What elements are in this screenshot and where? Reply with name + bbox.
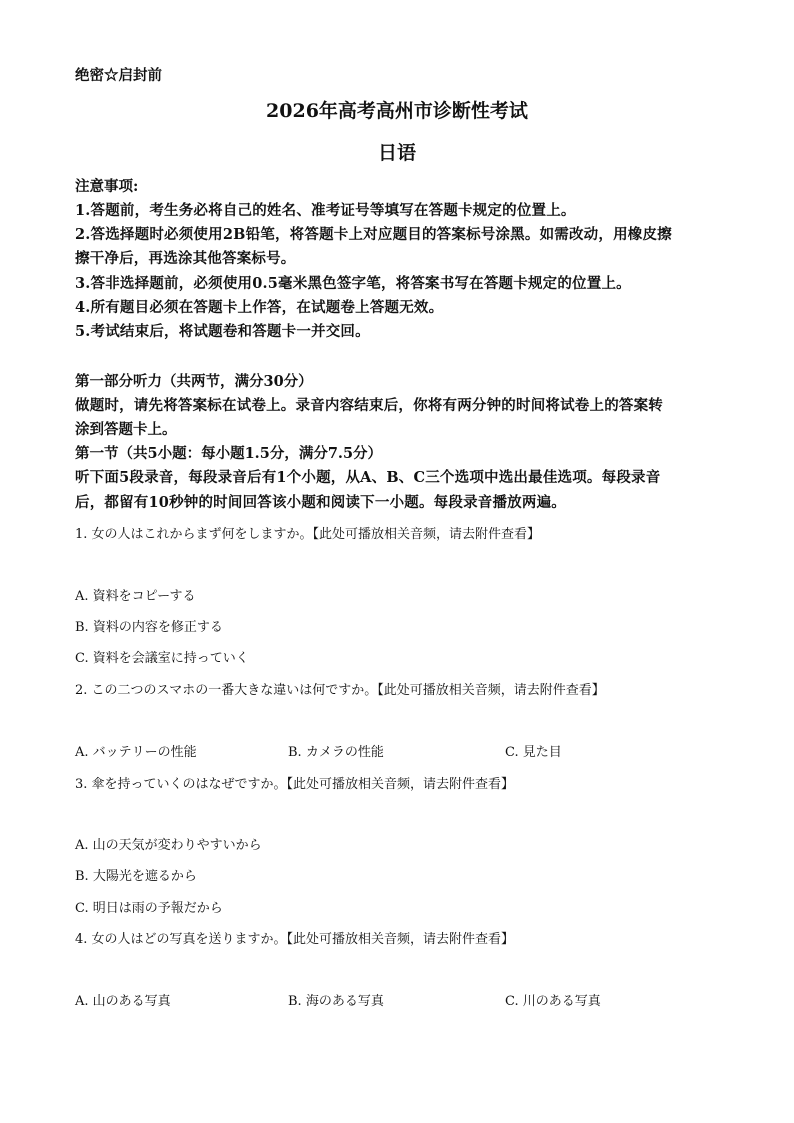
question-4-option-a[interactable]: A. 山のある写真 [75,994,171,1009]
section1-heading: 第一节（共5小题：每小题1.5分，满分7.5分） [75,445,383,462]
question-2-option-b[interactable]: B. カメラの性能 [288,745,384,760]
note-item-2: 2.答选择题时必须使用2B铅笔，将答题卡上对应题目的答案标号涂黑。如需改动，用橡皮擦 [75,226,672,243]
question-3-option-a[interactable]: A. 山の天気が変わりやすいから [75,838,262,853]
subject-title: 日语 [377,142,416,164]
question-2-stem: 2. この二つのスマホの一番大きな違いは何ですか。【此处可播放相关音频，请去附件查看】 [75,683,605,698]
exam-title: 2026年高考高州市诊断性考试 [266,100,528,122]
question-3-stem: 3. 傘を持っていくのはなぜですか。【此处可播放相关音频，请去附件查看】 [75,777,515,792]
section1-line2: 后，都留有10秒钟的时间回答该小题和阅读下一小题。每段录音播放两遍。 [75,494,566,511]
part1-instr-line1: 做题时，请先将答案标在试卷上。录音内容结束后，你将有两分钟的时间将试卷上的答案转 [75,397,663,414]
question-3-option-c[interactable]: C. 明日は雨の予報だから [75,901,223,916]
notes-heading: 注意事项: [75,178,139,195]
question-3-option-b[interactable]: B. 大陽光を遮るから [75,869,197,884]
note-item-4: 4.所有题目必须在答题卡上作答，在试题卷上答题无效。 [75,299,444,316]
question-1-option-a[interactable]: A. 資料をコピーする [75,589,196,604]
section1-line1: 听下面5段录音，每段录音后有1个小题，从A、B、C三个选项中选出最佳选项。每段录音 [75,469,661,486]
question-1-option-c[interactable]: C. 資料を会議室に持っていく [75,651,249,666]
question-4-option-b[interactable]: B. 海のある写真 [288,994,384,1009]
note-item-3: 3.答非选择题前，必须使用0.5毫米黑色签字笔，将答案书写在答题卡规定的位置上。 [75,275,631,292]
question-4-option-c[interactable]: C. 川のある写真 [505,994,601,1009]
note-item-1: 1.答题前，考生务必将自己的姓名、准考证号等填写在答题卡规定的位置上。 [75,202,576,219]
question-2-option-a[interactable]: A. バッテリーの性能 [75,745,197,760]
note-item-5: 5.考试结束后，将试题卷和答题卡一并交回。 [75,323,370,340]
question-1-stem: 1. 女の人はこれからまず何をしますか。【此处可播放相关音频，请去附件查看】 [75,527,541,542]
note-item-2-cont: 擦干净后，再选涂其他答案标号。 [75,250,296,267]
question-1-option-b[interactable]: B. 資料の内容を修正する [75,620,223,635]
secret-label: 绝密☆启封前 [75,67,162,84]
question-4-stem: 4. 女の人はどの写真を送りますか。【此处可播放相关音频，请去附件查看】 [75,932,515,947]
part1-instr-line2: 涂到答题卡上。 [75,421,177,438]
part1-heading: 第一部分听力（共两节，满分30分） [75,373,313,390]
question-2-option-c[interactable]: C. 見た目 [505,745,562,760]
